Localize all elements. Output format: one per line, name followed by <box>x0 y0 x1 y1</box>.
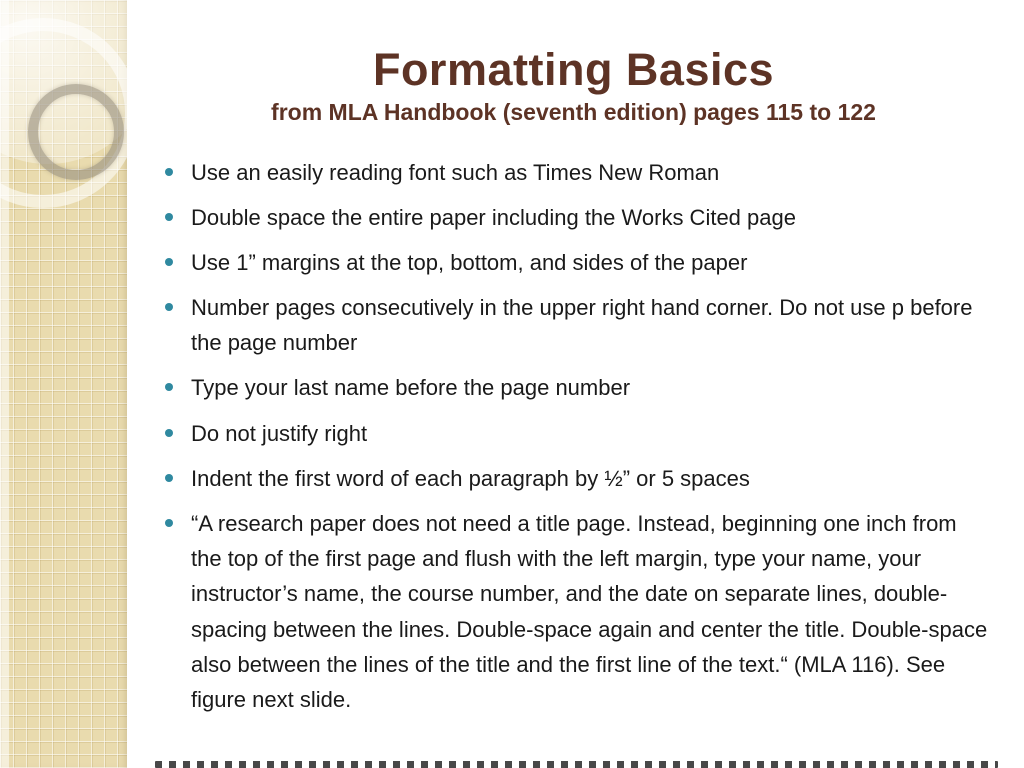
bullet-text: Double space the entire paper including the Works Cited page <box>191 204 796 230</box>
cutoff-text-line <box>155 761 998 768</box>
sidebar-decoration <box>0 0 127 768</box>
bullet-text: “A research paper does not need a title page. Instead, beginning one inch from the top of the first page and flush with the left margin, type your name, your instructor’s name, the course number, and the date on separate lines, double-spacing between the lines. Double-space again and center the title. Double-space also between the lines of the title and the first line of the text.“ (MLA 116). See figure next slide. <box>191 511 988 712</box>
bullet-item <box>163 290 990 360</box>
bullet-icon <box>165 429 173 437</box>
bullet-text: Number pages consecutively in the upper right hand corner. Do not use p before the page number <box>191 295 973 356</box>
bullet-icon <box>165 213 173 221</box>
bullet-icon <box>165 474 173 482</box>
bullet-item <box>163 506 990 717</box>
bullet-item <box>163 416 990 451</box>
bullet-text: Indent the first word of each paragraph by ½” or 5 spaces <box>191 465 750 491</box>
slide-title: Formatting Basics <box>372 44 775 95</box>
bullet-item <box>163 155 990 190</box>
bullet-item <box>163 461 990 496</box>
bullet-icon <box>165 383 173 391</box>
bullet-item <box>163 370 990 405</box>
bullet-text: Use an easily reading font such as Times New Roman <box>191 159 720 185</box>
bullet-text: Type your last name before the page number <box>191 375 631 401</box>
bullet-text: Use 1” margins at the top, bottom, and sides of the paper <box>191 249 748 275</box>
bullet-icon <box>165 303 173 311</box>
bullet-text: Do not justify right <box>191 420 368 446</box>
bullet-list <box>157 155 990 718</box>
bullet-item <box>163 245 990 280</box>
bullet-icon <box>165 258 173 266</box>
slide-subtitle: from MLA Handbook (seventh edition) pages 115 to 122 <box>271 98 876 125</box>
bullet-item <box>163 200 990 235</box>
gray-ring-decoration <box>28 84 124 180</box>
slide-content <box>127 0 1024 768</box>
bullet-icon <box>165 519 173 527</box>
bullet-icon <box>165 168 173 176</box>
